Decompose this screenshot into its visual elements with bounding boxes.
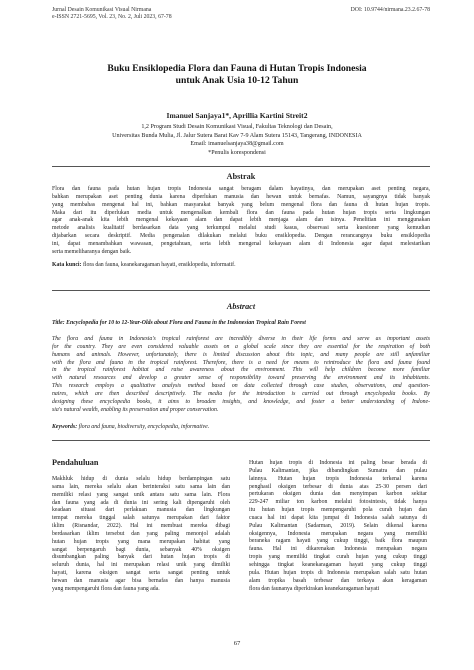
body-line: berdasarkan iklim tersebut dan yang paling menonjol adalah: [52, 530, 230, 537]
body-line: yang mempengaruhi flora dan fauna yang ada.: [52, 585, 160, 592]
abstract-line: naires, which are then described descriptively. The media for the introduction is carried out through encyclopedia books. By: [52, 390, 430, 397]
kata-kunci: [52, 262, 236, 270]
title-line-1: Buku Ensiklopedia Flora dan Fauna di Hutan Tropis Indonesia: [107, 63, 367, 74]
body-line: seluruh dunia, hal ini merupakan relasi unik yang dimiliki: [52, 562, 230, 569]
divider-bottom: [52, 440, 430, 441]
body-line: sehingga tingkat keanekaragaman hayati yang cukup tinggi: [249, 561, 427, 568]
body-line: lainnya. Hutan hujan tropis Indonesia terkenal karena: [249, 475, 427, 482]
kata-kunci-value: flora dan fauna, keanekaragaman hayati, ensiklopedia, informatif.: [82, 262, 236, 268]
body-line: iklim (Risnandar, 2022). Hal ini membuat mereka dibagi: [52, 523, 230, 530]
body-line: flora dan faunanya diperkirakan keanekaragaman hayati: [249, 585, 380, 592]
body-line: hutan hujan tropis yang mana merupakan habitat yang: [52, 538, 230, 545]
doi: DOI: 10.9744/nirmana.23.2.67-78: [350, 7, 430, 13]
body-line: Pulau Kalimantan, jika dibandingkan Sumatra dan pulau: [249, 467, 427, 474]
paper-title: [60, 63, 414, 87]
abstract-body: [52, 336, 430, 414]
title-line-2: untuk Anak Usia 10-12 Tahun: [175, 75, 299, 86]
divider-top: [52, 166, 430, 167]
abstrak-line: Flora dan fauna pada hutan hujan tropis Indonesia sangat beragam dalam hayatinya, dan merupakan aset penting negara,: [52, 186, 430, 192]
abstract-line: for the country. They are even considered valuable assets on a global scale since they are essential for the respiration of both: [52, 343, 430, 350]
abstract-line: with the flora and fauna in the tropical rainforest. Therefore, there is a need for means to reintroduce the flora and fauna found: [52, 359, 430, 366]
body-line: hewan dan manusia agar bisa bernafas dan hanya manusia: [52, 577, 230, 584]
abstrak-line: metode analisis kualitatif berdasarkan data yang terkumpul melalui studi kasus, observasi serta kuesioner yang kemudian: [52, 225, 430, 232]
body-line: memiliki relasi yang sangat unik antara satu sama lain. Flora: [52, 491, 230, 498]
body-line: tempat mereka tinggal salah satunya merupakan dari faktor: [52, 515, 230, 522]
abstract-line: The flora and fauna in Indonesia's tropical rainforest are incredibly diverse in their life forms and serve as important assets: [52, 336, 430, 342]
abstract-line: in the tropical rainforest habitat and raise awareness about the environment. This will help children become more familiar: [52, 367, 430, 374]
affiliation-line-1: 1,2 Program Studi Desain Komunikasi Visual, Fakultas Teknologi dan Desain,: [141, 124, 333, 130]
body-line: cuaca hal ini dapat kita jumpai di Indonesia salah satunya di: [249, 514, 427, 521]
issn: e-ISSN 2721-5695, Vol. 23, No. 2, Juli 2023, 67-78: [52, 14, 172, 21]
abstract-line: with natural resources and develop a greater sense of responsibility toward preserving the environment and its inhabitants.: [52, 375, 430, 382]
affiliation-line-2: Universitas Bunda Mulia, Jl. Jalur Sutera Barat Kav 7-9 Alam Sutera 15143, Tangerang, INDONESIA: [112, 132, 362, 139]
abstrak-line: agar anak-anak kita lebih mengenal kekayaan alam dan dapat lebih menjaga alam dan isinya. Penelitian ini menggunakan: [52, 217, 430, 224]
keywords-value: flora and fauna, biodiversity, encyclopedia, informative.: [78, 424, 210, 430]
body-line: pula. Hutan hujan tropis di Indonesia merupakan salah satu hutan: [249, 569, 427, 576]
body-line: sama lain, mereka selalu akan berinteraksi satu sama lain dan: [52, 483, 230, 490]
body-line: itu hutan hujan tropis mempengaruhi pola curah hujan dan: [249, 507, 427, 514]
abstract-title: Title: Encyclopedia for 10 to 12-Year-Olds about Flora and Fauna in the Indonesian Tropical Rain Forest: [52, 320, 306, 326]
abstrak-line: serta memeliharanya dengan baik.: [52, 248, 132, 255]
abstrak-line: bahkan merupakan aset penting dunia karena diperlukan manusia dan hewan untuk bernafas. Namun, sayangnya tidak banyak: [52, 193, 430, 200]
abstrak-line: ini, dapat menambahkan wawasan, pengetahuan, serta lebih mengenal kekayaan alam di Indonesia agar dapat melestarikan: [52, 240, 430, 247]
body-line: Makhluk hidup di dunia selalu hidup berdampingan satu: [52, 476, 230, 482]
divider-mid: [52, 290, 430, 291]
body-line: Hutan hujan tropis di Indonesia ini paling besar berada di: [249, 460, 427, 466]
body-line: pertukaran oksigen dunia dan menyimpan karbon sekitar: [249, 491, 427, 498]
journal-name: Jurnal Desain Komunikasi Visual Nirmana: [52, 7, 152, 13]
affiliation-note: *Penulis korespondensi: [208, 149, 266, 156]
pendahuluan-heading: Pendahuluan: [52, 458, 99, 467]
abstrak-line: dijabarkan secara deskriptif. Media pengenalan dilakukan melalui buku ensiklopedia. Dengan rerancangnya buku ensiklopedia: [52, 233, 430, 240]
body-line: alam tropika basah terbesar dan terkaya akan keragaman: [249, 577, 427, 584]
kata-kunci-label: Kata kunci:: [52, 262, 82, 268]
affiliation: [60, 123, 414, 157]
body-line: fauna. Hal ini dikarenakan Indonesia merupakan negara: [249, 546, 427, 553]
body-line: sangat berpengaruh bagi dunia, sebanyak 40% oksigen: [52, 546, 230, 553]
abstrak-line: yang membahas mengenai hal ini, bahkan masyarakat banyak yang belum mengenal flora dan fauna di hutan hujan tropis.: [52, 201, 430, 208]
pendahuluan-left-column: [52, 476, 230, 594]
body-line: dan fauna yang ada di dunia ini sering kali dipengaruhi oleh: [52, 499, 230, 506]
abstract-line: This research employs a qualitative analysis method based on data collected through case studies, observations, and question-: [52, 383, 430, 390]
abstract-line: designing these encyclopedia books, it aims to broaden insights, and knowledge, and foster a better understanding of Indone-: [52, 398, 430, 405]
body-line: beraneka ragam hayati yang cukup tinggi, baik flora maupun: [249, 538, 427, 545]
body-line: Pulau Kalimantan (Sadarman, 2019). Selain dikenal karena: [249, 522, 427, 529]
abstract-line: sia's natural wealth, enabling its preservation and proper conservation.: [52, 406, 219, 413]
affiliation-email: Email: imanuelsanjaya38@gmail.com: [190, 141, 284, 148]
abstract-heading: Abstract: [226, 302, 256, 311]
body-line: 229-247 miliar ton karbon melalui fotosintesis, tidak hanya: [249, 499, 427, 506]
keywords: [52, 424, 209, 432]
body-line: keadaan situasi dari perlakuan manusia dan lingkungan: [52, 507, 230, 514]
page-number: 67: [233, 640, 241, 647]
body-line: disumbangkan paling banyak dari hutan hujan tropis di: [52, 554, 230, 561]
abstract-line: humans and animals. However, unfortunately, there is limited discussion about this topic, and many people are still unfamiliar: [52, 351, 430, 358]
journal-header: [52, 7, 430, 21]
body-line: tropis yang memiliki tingkat curah hujan yang cukup tinggi: [249, 554, 427, 561]
abstrak-body: [52, 186, 430, 257]
body-line: penghasil oksigen terbesar di dunia atas 25-30 persen dari: [249, 483, 427, 490]
abstrak-line: Maka dari itu diperlukan media untuk mengenalkan kembali flora dan fauna pada hutan hujan tropis serta lingkungan: [52, 209, 430, 216]
abstrak-heading: Abstrak: [226, 172, 256, 181]
body-line: oksigennya, Indonesia merupakan negara yang memiliki: [249, 530, 427, 537]
keywords-label: Keywords:: [52, 424, 78, 430]
body-line: hayati, karena oksigen sangat serta sangat penting untuk: [52, 570, 230, 577]
pendahuluan-right-column: [249, 460, 427, 593]
authors: Imanuel Sanjaya1*, Aprillia Kartini Streit2: [166, 111, 308, 120]
